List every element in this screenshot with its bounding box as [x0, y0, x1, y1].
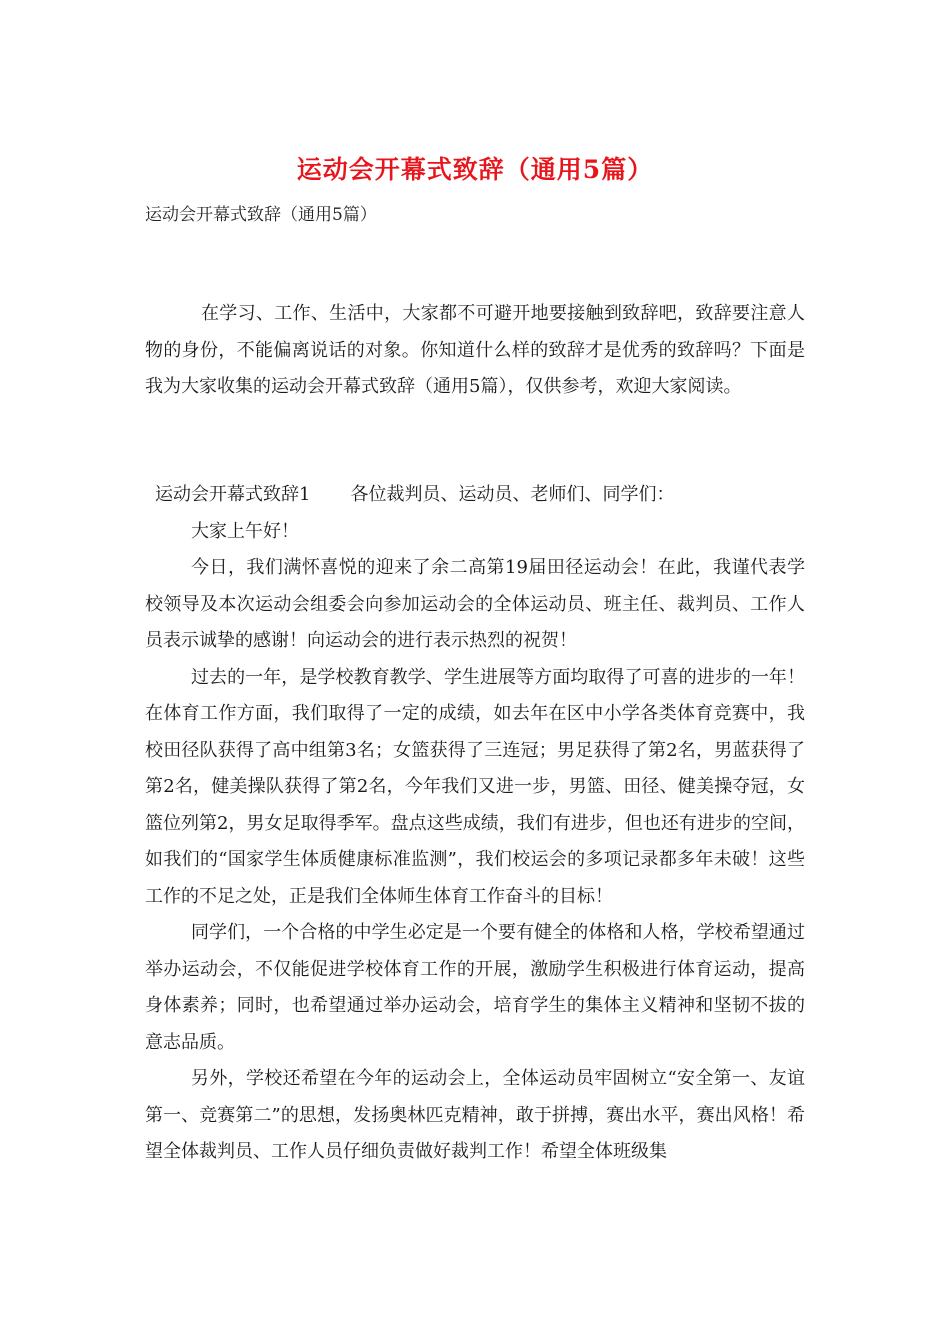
section-heading-line [145, 477, 805, 514]
section-1 [145, 477, 805, 1171]
paragraph-greeting: 大家上午好！ [191, 520, 299, 542]
paragraph-achievements: 过去的一年，是学校教育教学、学生进展等方面均取得了可喜的进步的一年！在体育工作方面，我们取得了一定的成绩，如去年在区中小学各类体育竞赛中，我校田径队获得了高中组第3名；女篮获得了三连冠；男足获得了第2名，男蓝获得了第2名，健美操队获得了第2名，今年我们又进一步，男篮、田径、健美操夺冠，女篮位列第2，男女足取得季军。盘点这些成绩，我们有进步，但也还有进步的空间，如我们的“国家学生体质健康标准监测”，我们校运会的多项记录都多年未破！这些工作的不足之处，正是我们全体师生体育工作奋斗的目标！ [145, 666, 805, 907]
salutation: 各位裁判员、运动员、老师们、同学们： [350, 484, 675, 505]
document-title: 运动会开幕式致辞（通用5篇） [296, 155, 654, 184]
paragraph-purpose: 同学们，一个合格的中学生必定是一个要有健全的体格和人格，学校希望通过举办运动会，不仅能促进学校体育工作的开展，激励学生积极进行体育运动，提高身体素养；同时，也希望通过举办运动会，培育学生的集体主义精神和坚韧不拔的意志品质。 [145, 922, 805, 1053]
document-subtitle: 运动会开幕式致辞（通用5篇） [145, 205, 377, 225]
paragraph-welcome: 今日，我们满怀喜悦的迎来了余二高第19届田径运动会！在此，我谨代表学校领导及本次运动会组委会向参加运动会的全体运动员、班主任、裁判员、工作人员表示诚挚的感谢！向运动会的进行表示热烈的祝贺！ [145, 557, 805, 651]
section-title: 运动会开幕式致辞1 [155, 484, 311, 505]
intro-block [145, 296, 805, 406]
intro-paragraph: 在学习、工作、生活中，大家都不可避开地要接触到致辞吧，致辞要注意人物的身份，不能偏离说话的对象。你知道什么样的致辞才是优秀的致辞吗？下面是我为大家收集的运动会开幕式致辞（通用5篇），仅供参考，欢迎大家阅读。 [145, 303, 805, 397]
paragraph-expectations: 另外，学校还希望在今年的运动会上，全体运动员牢固树立“安全第一、友谊第一、竞赛第二”的思想，发扬奥林匹克精神，敢于拼搏，赛出水平，赛出风格！希望全体裁判员、工作人员仔细负责做好裁判工作！希望全体班级集 [145, 1068, 805, 1162]
